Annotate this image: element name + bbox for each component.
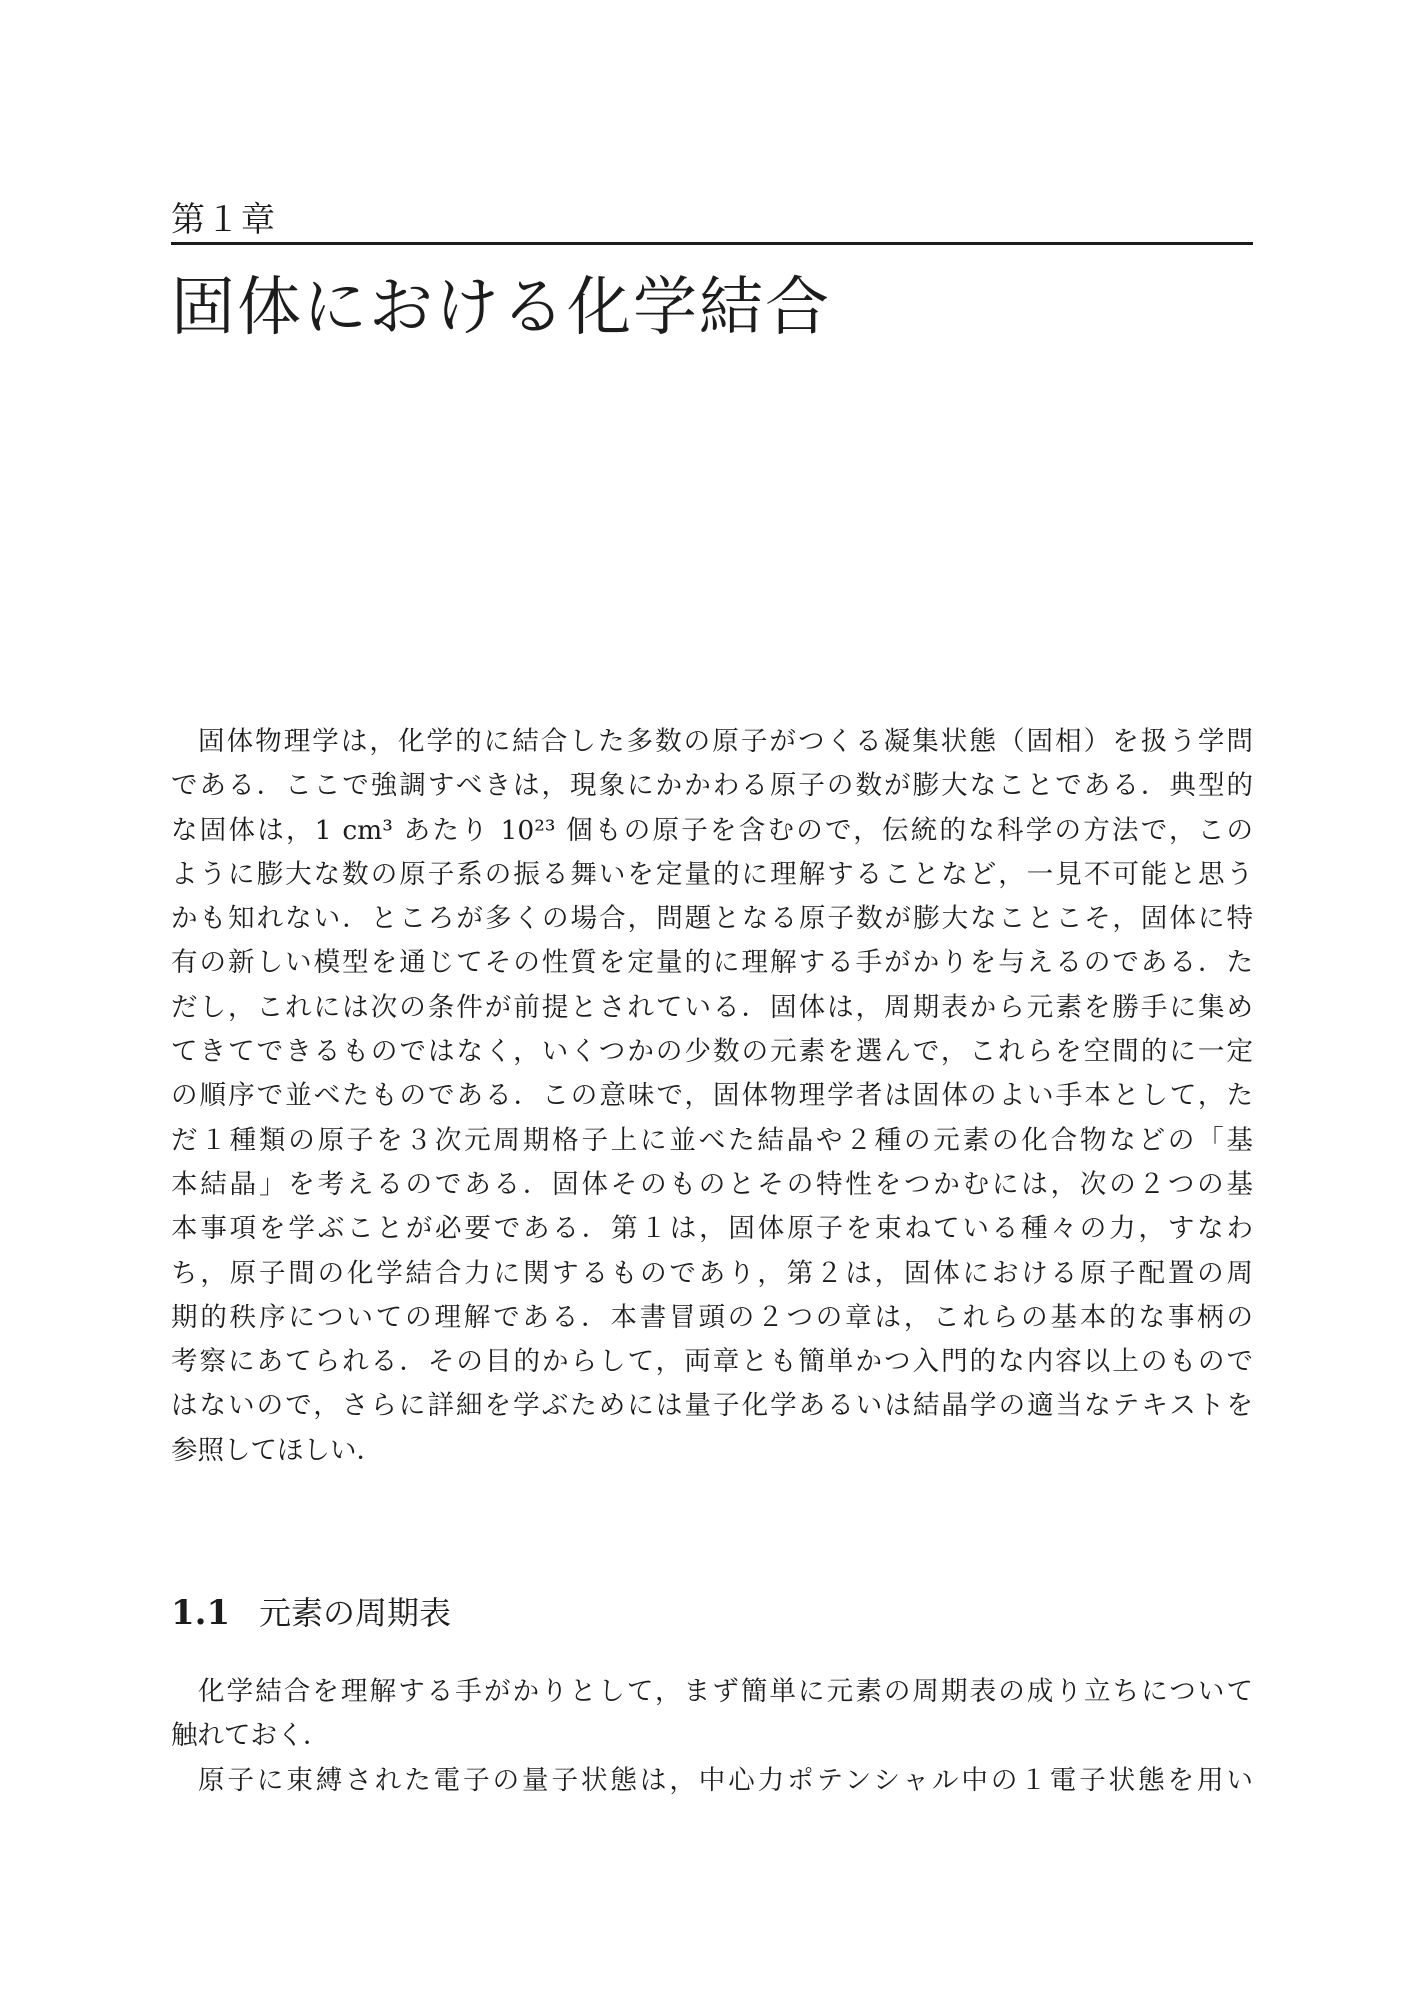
intro-line: ように膨大な数の原子系の振る舞いを定量的に理解することなど，一見不可能と思う xyxy=(171,858,1253,890)
intro-line: かも知れない．ところが多くの場合，問題となる原子数が膨大なことこそ，固体に特 xyxy=(171,903,1253,935)
section-body xyxy=(171,1670,1253,1803)
intro-line: である．ここで強調すべきは，現象にかかわる原子の数が膨大なことである．典型的 xyxy=(171,770,1253,802)
intro-line: な固体は，1 cm³ あたり 10²³ 個もの原子を含むので，伝統的な科学の方法で，この xyxy=(171,814,1253,846)
section-line: 触れておく． xyxy=(171,1720,330,1752)
intro-line: てきてできるものではなく，いくつかの少数の元素を選んで，これらを空間的に一定 xyxy=(171,1036,1253,1068)
intro-line: だ１種類の原子を３次元周期格子上に並べた結晶や２種の元素の化合物などの「基 xyxy=(171,1124,1253,1156)
section-title: 元素の周期表 xyxy=(259,1594,452,1632)
chapter-title: 固体における化学結合 xyxy=(171,271,831,345)
section-line: 化学結合を理解する手がかりとして，まず簡単に元素の周期表の成り立ちについて xyxy=(198,1676,1253,1707)
intro-line: 本事項を学ぶことが必要である．第１は，固体原子を束ねている種々の力，すなわ xyxy=(171,1213,1253,1245)
chapter-label: 第１章 xyxy=(171,200,276,240)
section-number: 1.1 xyxy=(171,1593,231,1633)
intro-paragraph xyxy=(171,720,1253,1473)
intro-line: ち，原子間の化学結合力に関するものであり，第２は，固体における原子配置の周 xyxy=(171,1257,1253,1289)
intro-line: 固体物理学は，化学的に結合した多数の原子がつくる凝集状態（固相）を扱う学問 xyxy=(198,726,1253,757)
section-line: 原子に束縛された電子の量子状態は，中心力ポテンシャル中の１電子状態を用い xyxy=(198,1764,1253,1796)
section-heading xyxy=(171,1592,451,1634)
intro-line: 本結晶」を考えるのである．固体そのものとその特性をつかむには，次の２つの基 xyxy=(171,1168,1253,1200)
intro-line: 参照してほしい． xyxy=(171,1434,383,1466)
intro-line: はないので，さらに詳細を学ぶためには量子化学あるいは結晶学の適当なテキストを xyxy=(171,1390,1253,1422)
intro-line: 考察にあてられる．その目的からして，両章とも簡単かつ入門的な内容以上のもので xyxy=(171,1346,1253,1378)
intro-line: だし，これには次の条件が前提とされている．固体は，周期表から元素を勝手に集め xyxy=(171,991,1253,1023)
intro-line: の順序で並べたものである．この意味で，固体物理学者は固体のよい手本として，た xyxy=(171,1080,1253,1112)
chapter-rule xyxy=(171,242,1253,245)
intro-line: 有の新しい模型を通じてその性質を定量的に理解する手がかりを与えるのである．た xyxy=(171,947,1253,979)
intro-line: 期的秩序についての理解である．本書冒頭の２つの章は，これらの基本的な事柄の xyxy=(171,1301,1253,1333)
book-page xyxy=(171,0,1253,2003)
